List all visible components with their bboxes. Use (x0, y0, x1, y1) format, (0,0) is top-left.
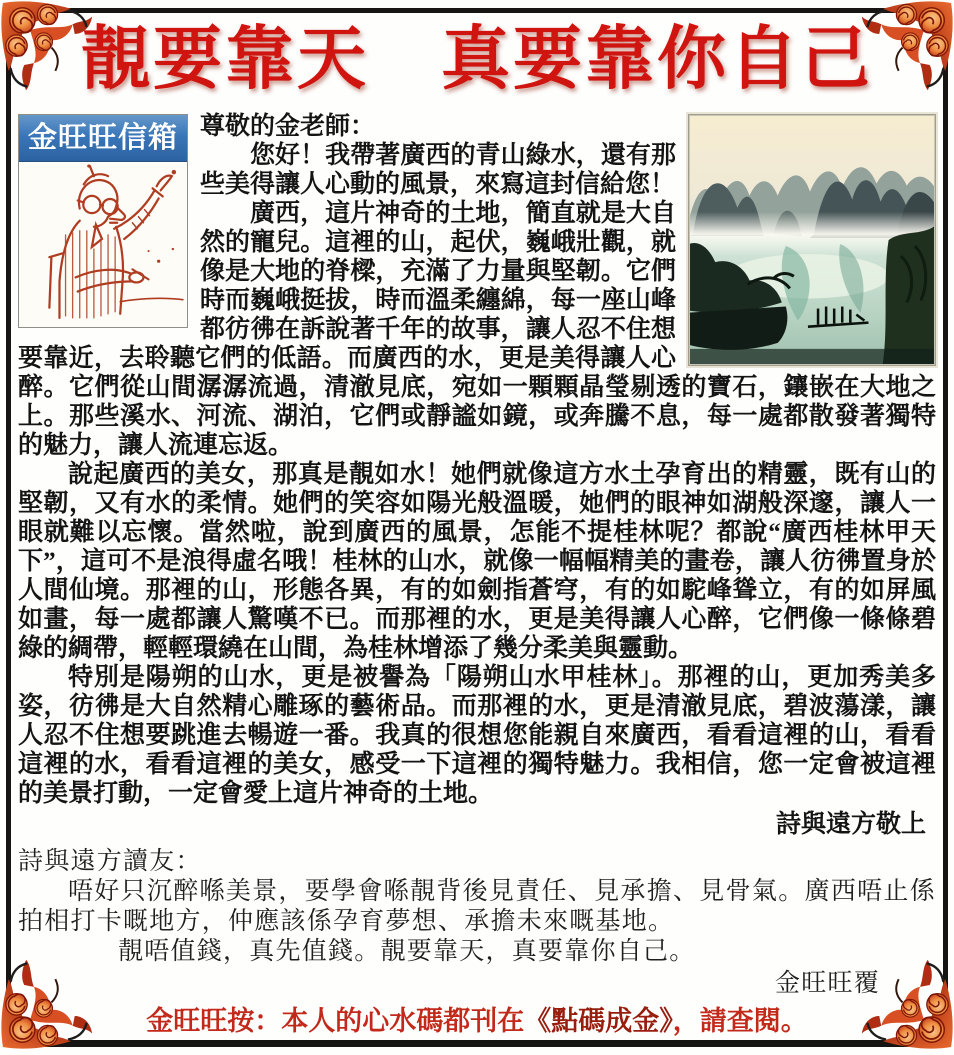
book-title: 《點碼成金》 (524, 1006, 673, 1036)
guilin-landscape-image (688, 114, 936, 366)
mailbox-logo-title: 金旺旺信箱 (19, 115, 187, 162)
corner-ornament-icon (1, 1, 98, 98)
reply-signature: 金旺旺覆 (774, 970, 880, 997)
letter-paragraph: 您好！我帶著廣西的青山綠水，還有那些美得讓人心動的風景，來寫這封信給您！ (200, 142, 676, 198)
corner-ornament-icon (856, 1, 953, 98)
reply-paragraph: 唔好只沉醉喺美景，要學會喺靚背後見責任、見承擔、見骨氣。廣西唔止係拍相打卡嘅地方，仲應該係孕育夢想、承擔未來嘅基地。 (18, 878, 936, 935)
letter-paragraph: 說起廣西的美女，那真是靚如水！她們就像這方水土孕育出的精靈，既有山的堅韌，又有水的柔情。她們的笑容如陽光般溫暖，她們的眼神如湖般深邃，讓人一眼就難以忘懷。當然啦，說到廣西的風景，怎能不提桂林呢？都說“廣西桂林甲天下”，這可不是浪得虛名哦！桂林的山水，就像一幅幅精美的畫卷，讓人彷彿置身於人間仙境。那裡的山，形態各異，有的如劍指蒼穹，有的如駝峰聳立，有的如屏風如畫，每一處都讓人驚嘆不已。而那裡的水，更是美得讓人心醉，它們像一條條碧綠的綢帶，輕輕環繞在山間，為桂林增添了幾分柔美與靈動。 (18, 461, 936, 662)
page-content (18, 14, 936, 1039)
letter-paragraph: 特別是陽朔的山水，更是被譽為「陽朔山水甲桂林」。那裡的山，更加秀美多姿，彷彿是大自然精心雕琢的藝術品。而那裡的水，更是清澈見底，碧波蕩漾，讓人忍不住想要跳進去暢遊一番。我真的很想您能親自來廣西，看看這裡的山，看看這裡的水，看看這裡的美女，感受一下這裡的獨特魅力。我相信，您一定會被這裡的美景打動，一定會愛上這片神奇的土地。 (18, 664, 936, 807)
columnist-sketch-icon (19, 162, 187, 328)
corner-ornament-icon (856, 952, 953, 1049)
corner-ornament-icon (1, 952, 98, 1049)
reply-paragraph: 靚唔值錢，真先值錢。靚要靠天，真要靠你自己。 (118, 938, 696, 965)
reply-section (18, 847, 936, 999)
page-title: 靚要靠天 真要靠你自己 (81, 21, 873, 97)
editor-note (18, 1005, 936, 1037)
editor-note-prefix: 金旺旺按：本人的心水碼都刊在 (146, 1006, 525, 1036)
letter-salutation: 尊敬的金老師： (200, 113, 376, 140)
letter-signoff: 詩與遠方敬上 (775, 811, 926, 838)
letter-paragraph: 廣西，這片神奇的土地，簡直就是大自然的寵兒。這裡的山，起伏，巍峨壯觀，就像是大地的脊樑，充滿了力量與堅韌。它們時而巍峨挺拔，時而溫柔纏綿，每一座山峰都彷彿在訴說著千年的故事，讓人忍不住想要靠近，去聆聽它們的低語。而廣西的水，更是美得讓人心醉。它們從山間潺潺流過，清澈見底，宛如一顆顆晶瑩剔透的寶石，鑲嵌在大地之上。那些溪水、河流、湖泊，它們或靜謐如鏡，或奔騰不息，每一處都散發著獨特的魅力，讓人流連忘返。 (18, 200, 936, 459)
mailbox-logo (18, 114, 188, 328)
reply-greeting: 詩與遠方讀友： (18, 848, 202, 875)
letter-body (18, 112, 936, 839)
editor-note-suffix: ，請查閱。 (672, 1006, 808, 1036)
